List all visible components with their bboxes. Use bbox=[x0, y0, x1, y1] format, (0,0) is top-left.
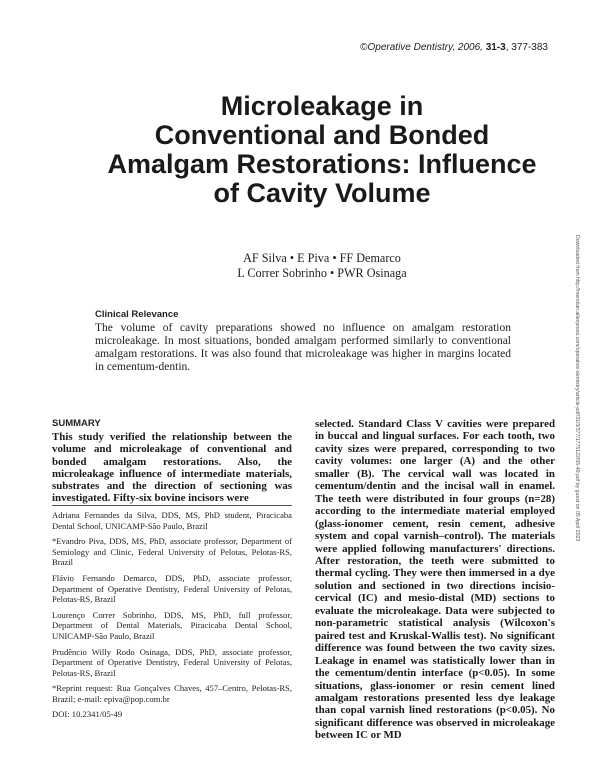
journal-citation bbox=[360, 42, 548, 53]
journal-pages: , 377-383 bbox=[505, 42, 548, 53]
author-list bbox=[0, 251, 600, 281]
download-watermark bbox=[572, 235, 582, 585]
clinical-relevance-heading: Clinical Relevance bbox=[95, 309, 179, 320]
author-affiliations bbox=[52, 510, 292, 724]
summary-text: This study verified the relationship between the volume and microleakage of conventional and bonded amalgam restorations. Also, the microleakage influence of intermediate materials, substrates and the direction of sectioning was investigated. Fifty-six bovine incisors were bbox=[52, 431, 292, 505]
copyright-mark: © bbox=[360, 42, 368, 53]
title-line: of Cavity Volume bbox=[213, 178, 431, 208]
journal-volume-issue: 31-3 bbox=[485, 42, 506, 53]
reprint-request: *Reprint request: Rua Gonçalves Chaves, 457–Centro, Pelotas-RS, Brazil; e-mail: epiva@pop.com.br bbox=[52, 683, 292, 704]
doi: DOI: 10.2341/05-49 bbox=[52, 708, 123, 719]
summary-heading: SUMMARY bbox=[52, 418, 101, 429]
download-watermark-text: Downloaded from http://meridian.allenpress.com/operative-dentistry/article-pdf/31/3/377/1775122/05-49.pdf by guest on 05 April 2023 bbox=[574, 235, 580, 542]
affiliation-item: *Evandro Piva, DDS, MS, PhD, associate professor, Department of Semiology and Clinic, Federal University of Pelotas, Pelotas-RS, Brazil bbox=[52, 536, 292, 568]
affiliation-item: Adriana Fernandes da Silva, DDS, MS, PhD student, Piracicaba Dental School, UNICAMP-São Paulo, Brazil bbox=[52, 510, 292, 531]
title-line: Microleakage in bbox=[220, 91, 424, 121]
journal-year: , 2006, bbox=[452, 42, 486, 53]
affiliation-item: Flávio Fernando Demarco, DDS, PhD, associate professor, Department of Operative Dentistry, Federal University of Pelotas, Pelotas-RS, Brazil bbox=[52, 572, 292, 605]
affiliation-item: Lourenço Correr Sobrinho, DDS, MS, PhD, full professor, Department of Dental Materials, Piracicaba Dental School, UNICAMP-São Paulo, Brazil bbox=[52, 609, 292, 641]
title-line: Conventional and Bonded bbox=[154, 120, 490, 150]
title-line: Amalgam Restorations: Influence bbox=[107, 149, 537, 179]
affiliation-divider bbox=[52, 505, 292, 506]
summary-continuation: selected. Standard Class V cavities were prepared in buccal and lingual surfaces. For each tooth, two cavity sizes were prepared, corresponding to two cavity volumes: one larger (A) and the other smaller (B). The cervical wall was located in cementum/dentin and the incisal wall in enamel. The teeth were distributed in four groups (n=28) according to the intermediate material employed (glass-ionomer cement, resin cement, adhesive system and copal varnish–control). The materials were applied following manufacturers' directions. After restoration, the teeth were submitted to thermal cycling. They were then immersed in a dye solution and sectioned in two directions incisio-cervical (IC) and mesio-distal (MD) sections to evaluate the microleakage. Data were subjected to non-parametric statistical analysis (Wilcoxon's paired test and Kruskal-Wallis test). No significant difference was found between the two cavity sizes. Leakage in enamel was statistically lower than in the cementum/dentin interface (p<0.05). In some situations, glass-ionomer or resin cement lined amalgam restorations presented less dye leakage than copal varnish lined restorations (p<0.05). No significant difference was observed in microleakage between IC or MD bbox=[315, 418, 555, 742]
journal-name: Operative Dentistry bbox=[367, 42, 453, 53]
clinical-relevance-text: The volume of cavity preparations showed no influence on amalgam restoration microleakage. In most situations, bonded amalgam performed similarly to conventional amalgam restorations. It was also found that microleakage was higher in margins located in cementum-dentin. bbox=[95, 322, 511, 374]
author-line: AF Silva • E Piva • FF Demarco bbox=[243, 251, 401, 265]
article-title bbox=[0, 92, 600, 208]
author-line: L Correr Sobrinho • PWR Osinaga bbox=[237, 266, 407, 280]
affiliation-item: Prudêncio Willy Rodo Osinaga, DDS, PhD, associate professor, Department of Operative Dentistry, Federal University of Pelotas, Pelotas-RS, Brazil bbox=[52, 646, 292, 678]
